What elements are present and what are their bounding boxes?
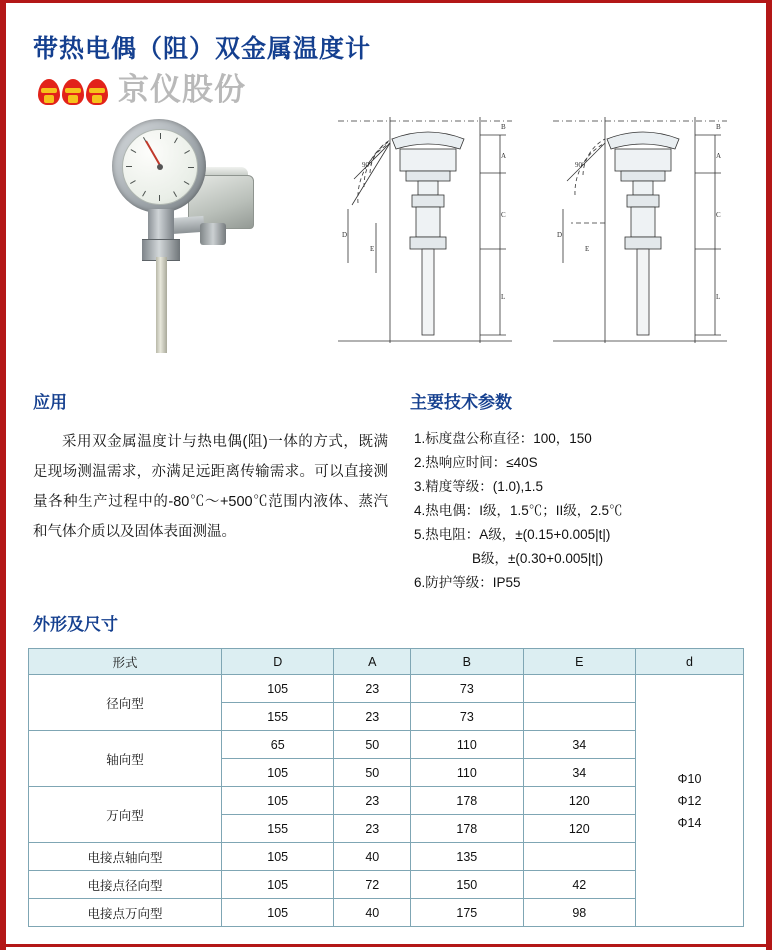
- col-header-A: A: [334, 649, 411, 675]
- dial-hub: [157, 164, 163, 170]
- cell-D: 105: [222, 759, 334, 787]
- d-value: Φ12: [677, 793, 702, 808]
- svg-text:90°: 90°: [575, 161, 585, 169]
- cell-type: 电接点径向型: [29, 871, 222, 899]
- cell-B: 135: [411, 843, 523, 871]
- cell-D: 65: [222, 731, 334, 759]
- cell-type: 径向型: [29, 675, 222, 731]
- gauge-neck: [148, 209, 174, 243]
- svg-text:B: B: [716, 123, 721, 131]
- cell-B: 178: [411, 787, 523, 815]
- cell-D: 155: [222, 703, 334, 731]
- dial-face: [122, 129, 198, 205]
- d-value: Φ14: [677, 815, 702, 830]
- col-header-B: B: [411, 649, 523, 675]
- cell-B: 73: [411, 703, 523, 731]
- spec-item: 3.精度等级：(1.0),1.5: [414, 479, 544, 494]
- cell-E: 34: [523, 731, 635, 759]
- svg-text:E: E: [585, 245, 590, 253]
- svg-text:D: D: [342, 231, 348, 239]
- technical-drawing-left: [330, 113, 520, 348]
- cell-A: 23: [334, 787, 411, 815]
- probe-stem: [156, 257, 167, 353]
- cell-D: 105: [222, 843, 334, 871]
- section-heading-specs: 主要技术参数: [410, 393, 512, 412]
- table-header-row: [29, 649, 744, 675]
- cell-A: 40: [334, 899, 411, 927]
- cell-E: 98: [523, 899, 635, 927]
- cell-A: 23: [334, 675, 411, 703]
- svg-text:A: A: [716, 152, 722, 160]
- svg-text:A: A: [501, 152, 507, 160]
- svg-text:B: B: [501, 123, 506, 131]
- cell-B: 150: [411, 871, 523, 899]
- cell-B: 110: [411, 731, 523, 759]
- cell-B: 178: [411, 815, 523, 843]
- d-value: Φ10: [677, 771, 702, 786]
- technical-drawing-right: [545, 113, 735, 348]
- cell-B: 110: [411, 759, 523, 787]
- cell-A: 23: [334, 703, 411, 731]
- spec-item: 1.标度盘公称直径：100，150: [414, 431, 592, 446]
- section-heading-dimensions: 外形及尺寸: [33, 615, 118, 634]
- cell-E: 34: [523, 759, 635, 787]
- cell-type: 万向型: [29, 787, 222, 843]
- cell-E: [523, 843, 635, 871]
- dial-gauge: [112, 119, 206, 213]
- company-logo: [38, 69, 246, 109]
- cell-E: 120: [523, 815, 635, 843]
- spec-list: [414, 427, 744, 595]
- cell-E: 42: [523, 871, 635, 899]
- spec-item: 2.热响应时间：≤40S: [414, 455, 538, 470]
- dimensions-table-wrap: [28, 648, 744, 927]
- col-header-type: 形式: [29, 649, 222, 675]
- cell-E: 120: [523, 787, 635, 815]
- table-row: [29, 675, 744, 703]
- svg-text:C: C: [716, 211, 721, 219]
- svg-text:C: C: [501, 211, 506, 219]
- svg-text:L: L: [716, 293, 721, 301]
- dimensions-table: [28, 648, 744, 927]
- three-flame-logo-icon: [38, 69, 112, 109]
- cell-A: 23: [334, 815, 411, 843]
- col-header-d: d: [636, 649, 744, 675]
- cell-D: 105: [222, 871, 334, 899]
- cell-B: 73: [411, 675, 523, 703]
- cell-d-diameters: [636, 675, 744, 927]
- svg-text:D: D: [557, 231, 563, 239]
- cable-gland: [200, 223, 226, 245]
- svg-text:90°: 90°: [362, 161, 372, 169]
- spec-item: 6.防护等级：IP55: [414, 575, 521, 590]
- cell-type: 电接点轴向型: [29, 843, 222, 871]
- svg-text:E: E: [370, 245, 375, 253]
- section-heading-application: 应用: [33, 393, 67, 412]
- application-body: 采用双金属温度计与热电偶(阻)一体的方式，既满足现场测温需求，亦满足远距离传输需求。可以直接测量各种生产过程中的-80℃～+500℃范围内液体、蒸汽和气体介质以及固体表面测温。: [33, 434, 388, 540]
- cell-D: 105: [222, 787, 334, 815]
- cell-type: 电接点万向型: [29, 899, 222, 927]
- cell-E: [523, 703, 635, 731]
- cell-A: 50: [334, 731, 411, 759]
- col-header-D: D: [222, 649, 334, 675]
- cell-E: [523, 675, 635, 703]
- svg-text:L: L: [501, 293, 506, 301]
- cell-D: 105: [222, 899, 334, 927]
- spec-item: 5.热电阻：A级，±(0.15+0.005|t|): [414, 527, 611, 542]
- brand-name: 京仪股份: [118, 71, 246, 107]
- cell-type: 轴向型: [29, 731, 222, 787]
- cell-A: 40: [334, 843, 411, 871]
- cell-A: 72: [334, 871, 411, 899]
- product-photo: [96, 113, 311, 353]
- cell-D: 155: [222, 815, 334, 843]
- spec-item: B级，±(0.30+0.005|t|): [472, 551, 604, 566]
- cell-D: 105: [222, 675, 334, 703]
- page-title: 带热电偶（阻）双金属温度计: [33, 35, 372, 63]
- cell-A: 50: [334, 759, 411, 787]
- spec-item: 4.热电偶：I级，1.5℃；II级，2.5℃: [414, 503, 623, 518]
- col-header-E: E: [523, 649, 635, 675]
- cell-B: 175: [411, 899, 523, 927]
